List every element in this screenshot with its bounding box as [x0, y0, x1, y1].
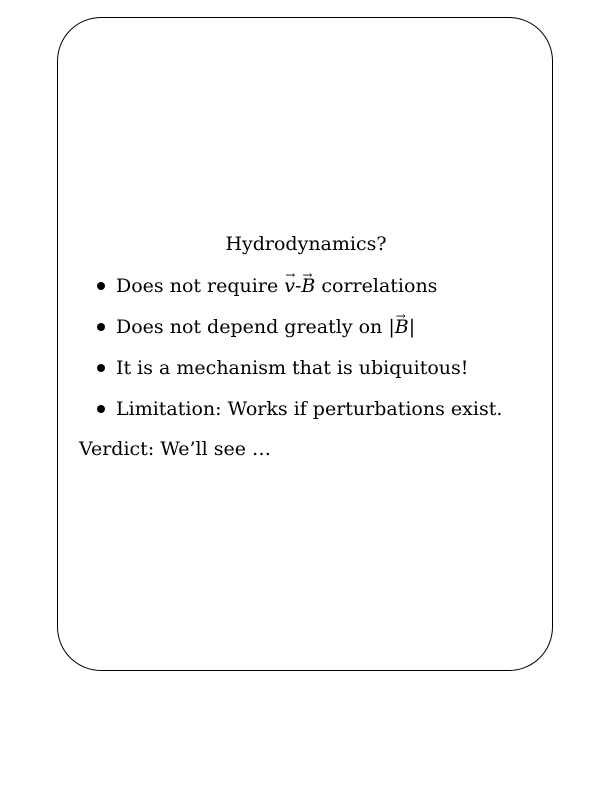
vector-b: → B	[301, 274, 315, 298]
slide-title-text: Hydrodynamics?	[225, 233, 387, 255]
slide-title	[0, 232, 612, 256]
bullet-suffix: correlations	[315, 275, 438, 297]
slide-frame	[57, 17, 553, 671]
bullet-text	[116, 315, 415, 339]
vector-b: → B	[395, 315, 409, 339]
bullet-dot-icon	[97, 323, 105, 331]
bullet-text: It is a mechanism that is ubiquitous!	[116, 357, 469, 379]
bullet-dot-icon	[97, 282, 105, 290]
verdict-text: Verdict: We’ll see …	[79, 438, 271, 460]
math-abs-close: |	[408, 316, 416, 338]
math-abs-open: |	[388, 316, 395, 338]
bullet-dot-icon	[97, 364, 105, 372]
bullet-dot-icon	[97, 405, 105, 413]
bullet-prefix: Does not depend greatly on	[116, 316, 389, 338]
math-dash: -	[294, 275, 302, 297]
bullet-text	[116, 274, 437, 298]
bullet-prefix: Does not require	[116, 275, 285, 297]
bullet-text: Limitation: Works if perturbations exist.	[116, 398, 503, 420]
vector-v: → v	[284, 274, 295, 298]
